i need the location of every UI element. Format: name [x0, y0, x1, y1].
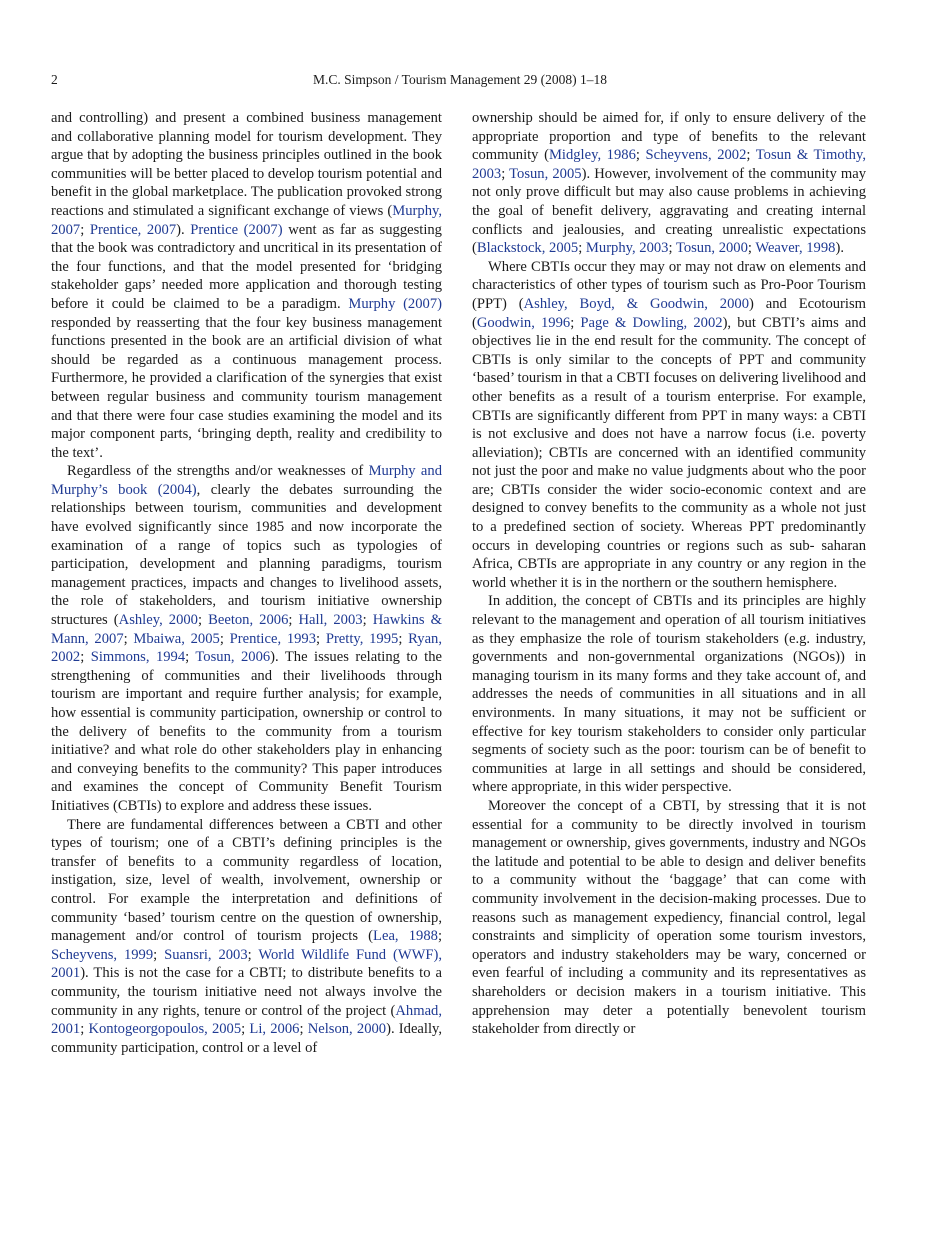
citation-link[interactable]: Weaver, 1998 [755, 240, 836, 257]
body-text: In addition, the concept of CBTIs and its principles are highly relevant to the management and operation of all tourism initiatives as they emphasize the role of tourism stakeholders (e.g. industry, governments and non-governmental organizations (NGOs)) in managing tourism in its many forms and they take account of, and addresses the needs of communities in all situations and in all environments. In many situations, it may not be sufficient or effective for key tourism stakeholders to consider only particular segments of society such as the poor: tourism can be of benefit to communities at large in all settings and should be considered, where appropriate, in this wider perspective. [472, 593, 866, 796]
paragraph [51, 109, 442, 462]
citation-link[interactable]: Goodwin, 1996 [476, 314, 571, 331]
body-text: ) and Ecotourism ( [472, 295, 866, 331]
citation-link[interactable]: Tosun, 2000 [675, 240, 748, 257]
body-text: ; [362, 612, 373, 629]
citation-link[interactable]: Scheyvens, 1999 [51, 946, 154, 963]
citation-link[interactable]: Midgley, 1986 [548, 147, 636, 164]
body-text: ; [123, 630, 134, 647]
citation-link[interactable]: Ahmad, 2001 [51, 1002, 442, 1038]
body-text: ). Ideally, community participation, control or a level of [51, 1021, 443, 1056]
citation-link[interactable]: Simmons, 1994 [90, 649, 186, 666]
right-column [472, 109, 866, 1039]
citation-link[interactable]: Tosun, 2005 [509, 165, 582, 182]
body-text: went as far as suggesting that the book was contradictory and uncritical in its presentation of the four functions, and that the model presented for ‘bridging stakeholder gaps’ needed more application and thorough testing before it could be claimed to be a paradigm. [51, 221, 442, 312]
citation-link[interactable]: Kontogeorgopoulos, 2005 [88, 1021, 242, 1038]
running-head: M.C. Simpson / Tourism Management 29 (2008) 1–18 [313, 72, 607, 87]
citation-link[interactable]: World Wildlife Fund (WWF), 2001 [51, 946, 442, 982]
citation-link[interactable]: Prentice (2007) [190, 221, 283, 238]
paragraph [472, 109, 866, 258]
body-text: ; [197, 612, 209, 629]
body-text: and controlling) and present a combined business management and collaborative planning model for tourism development. They argue that by adopting the business principles outlined in the book communities will be better placed to develop tourism potential and benefit in the global marketplace. The publication provoked strong reactions and stimulated a significant exchange of views ( [51, 110, 442, 219]
body-text: ). However, involvement of the community may not only prove difficult but may also cause problems in achieving the goal of benefit delivery, aggravating and creating internal conflicts and jealousies, and creating unrealistic expectations ( [472, 165, 867, 257]
body-text: ; [80, 221, 90, 238]
body-text: ; [299, 1021, 308, 1038]
citation-link[interactable]: Prentice, 1993 [229, 630, 317, 647]
body-text: ). The issues relating to the strengthening of communities and their livelihoods through tourism are important and require further analysis; for example, how essential is community participation, ownership or control to the delivery of benefits to the community from a tourism initiative? and what role do other stakeholders play in enhancing and conveying benefits to the community? This paper introduces and examines the concept of Community Benefit Tourism Initiatives (CBTIs) to explore and address these issues. [51, 649, 443, 814]
citation-link[interactable]: Ashley, 2000 [118, 612, 198, 629]
citation-link[interactable]: Scheyvens, 2002 [645, 147, 747, 164]
body-text: ; [747, 240, 756, 257]
citation-link[interactable]: Page & Dowling, 2002 [580, 314, 723, 331]
page-header [51, 72, 869, 92]
citation-link[interactable]: Murphy, 2007 [51, 202, 442, 238]
body-text: ; [219, 630, 230, 647]
citation-link[interactable]: Tosun & Timothy, 2003 [472, 147, 866, 182]
body-text: ; [578, 240, 586, 257]
body-text: ownership should be aimed for, if only to ensure delivery of the appropriate proportion and type of benefits to the relevant community ( [472, 110, 866, 164]
body-text: ). [835, 240, 844, 257]
citation-link[interactable]: Ashley, Boyd, & Goodwin, 2000 [523, 295, 749, 312]
body-text: ; [185, 649, 196, 666]
citation-link[interactable]: Nelson, 2000 [307, 1021, 387, 1038]
body-text: ; [501, 165, 510, 182]
paragraph [51, 816, 442, 1058]
body-text: ; [668, 240, 676, 257]
citation-link[interactable]: Murphy, 2003 [585, 240, 669, 257]
body-text: ). This is not the case for a CBTI; to distribute benefits to a community, the tourism initiative need not always involve the community in any rights, tenure or control of the project ( [51, 965, 442, 1019]
paragraph [472, 592, 866, 797]
body-text: ; [153, 946, 165, 963]
body-text: There are fundamental differences between a CBTI and other types of tourism; one of a CBTI’s defining principles is the transfer of benefits to a community regardless of location, instigation, size, level of wealth, involvement, ownership or control. For example the interpretation and definitions of community ‘based’ tourism centre on the question of ownership, management and/or control of tourism projects ( [51, 816, 442, 945]
paragraph [51, 462, 442, 815]
body-text: ; [570, 314, 581, 331]
body-text: ; [316, 630, 326, 647]
paragraph [472, 797, 866, 1039]
body-text: ). [176, 221, 191, 238]
body-text: ; [80, 649, 91, 666]
citation-link[interactable]: Hall, 2003 [298, 612, 363, 629]
citation-link[interactable]: Mbaiwa, 2005 [133, 630, 220, 647]
citation-link[interactable]: Murphy (2007) [348, 295, 442, 312]
citation-link[interactable]: Li, 2006 [249, 1021, 300, 1038]
body-text: ; [288, 612, 299, 629]
left-column [51, 109, 442, 1057]
body-text: Moreover the concept of a CBTI, by stressing that it is not essential for a community to be directly involved in tourism management or ownership, gives governments, industry and NGOs the latitude and potential to be able to design and deliver benefits to a community without the ‘baggage’ that can come with community involvement in the decision-making processes. Due to reasons such as management expediency, financial control, legal constraints and simplicity of operation some tourism investors, operators and industry stakeholders may be wary, concerned or even fearful of including a community and its representatives as shareholders or decision makers in a tourism initiative. This apprehension may deter a potentially benevolent tourism stakeholder from directly or [472, 797, 866, 1038]
body-text: responded by reasserting that the four key business management functions presented in the book are an artificial division of what should be regarded as a continuous management process. Furthermore, he provided a clarification of the synergies that exist between regular business and community tourism management and that there were four case studies examining the model and its major component parts, ‘bringing depth, reality and credibility to the text’. [51, 314, 442, 461]
citation-link[interactable]: Hawkins & Mann, 2007 [51, 612, 443, 647]
citation-link[interactable]: Suansri, 2003 [164, 946, 248, 963]
body-text: ), but CBTI’s aims and objectives lie in the end result for the community. The concept of CBTIs is only similar to the concepts of PPT and community ‘based’ tourism in that a CBTI focuses on delivering livelihood and other benefits as a result of a tourism enterprise. For example, CBTIs are significantly different from PPT in many ways: a CBTI is not exclusive and does not have a narrow focus (i.e. poverty alleviation); CBTIs are concerned with an identified community not just the poor and make no value judgments about who the poor are; CBTIs consider the wider socio-economic context and are designed to convey benefits to the community as a whole not just to a predefined section of society. Whereas PPT predominantly occurs in developing countries or regions such as sub- saharan Africa, CBTIs are appropriate in any country or any region in the world whether it is in the northern or the southern hemisphere. [472, 314, 866, 591]
citation-link[interactable]: Blackstock, 2005 [476, 240, 579, 257]
citation-link[interactable]: Lea, 1988 [373, 928, 438, 945]
body-text: ; [437, 928, 442, 945]
citation-link[interactable]: Tosun, 2006 [195, 649, 271, 666]
body-text: ; [746, 147, 756, 164]
body-text: Where CBTIs occur they may or may not draw on elements and characteristics of other types of tourism such as Pro-Poor Tourism (PPT) ( [472, 258, 866, 312]
citation-link[interactable]: Prentice, 2007 [89, 221, 177, 238]
body-text: Regardless of the strengths and/or weaknesses of [67, 463, 369, 480]
body-text: ; [80, 1021, 89, 1038]
body-text: , clearly the debates surrounding the relationships between tourism, communities and development have evolved significantly since 1985 and now incorporate the examination of a range of topics such as typologies of participation, development and planning paradigms, tourism management practices, impacts and changes to livelihood assets, the role of stakeholders, and tourism initiative ownership structures ( [51, 481, 442, 629]
body-text: ; [247, 946, 259, 963]
body-text: ; [241, 1021, 250, 1038]
citation-link[interactable]: Murphy and Murphy’s book (2004) [51, 463, 442, 498]
body-text: ; [635, 147, 646, 164]
paragraph [472, 258, 866, 593]
citation-link[interactable]: Pretty, 1995 [325, 630, 399, 647]
citation-link[interactable]: Ryan, 2002 [51, 630, 442, 666]
page-number: 2 [51, 72, 58, 87]
body-text: ; [398, 630, 409, 647]
citation-link[interactable]: Beeton, 2006 [208, 612, 289, 629]
